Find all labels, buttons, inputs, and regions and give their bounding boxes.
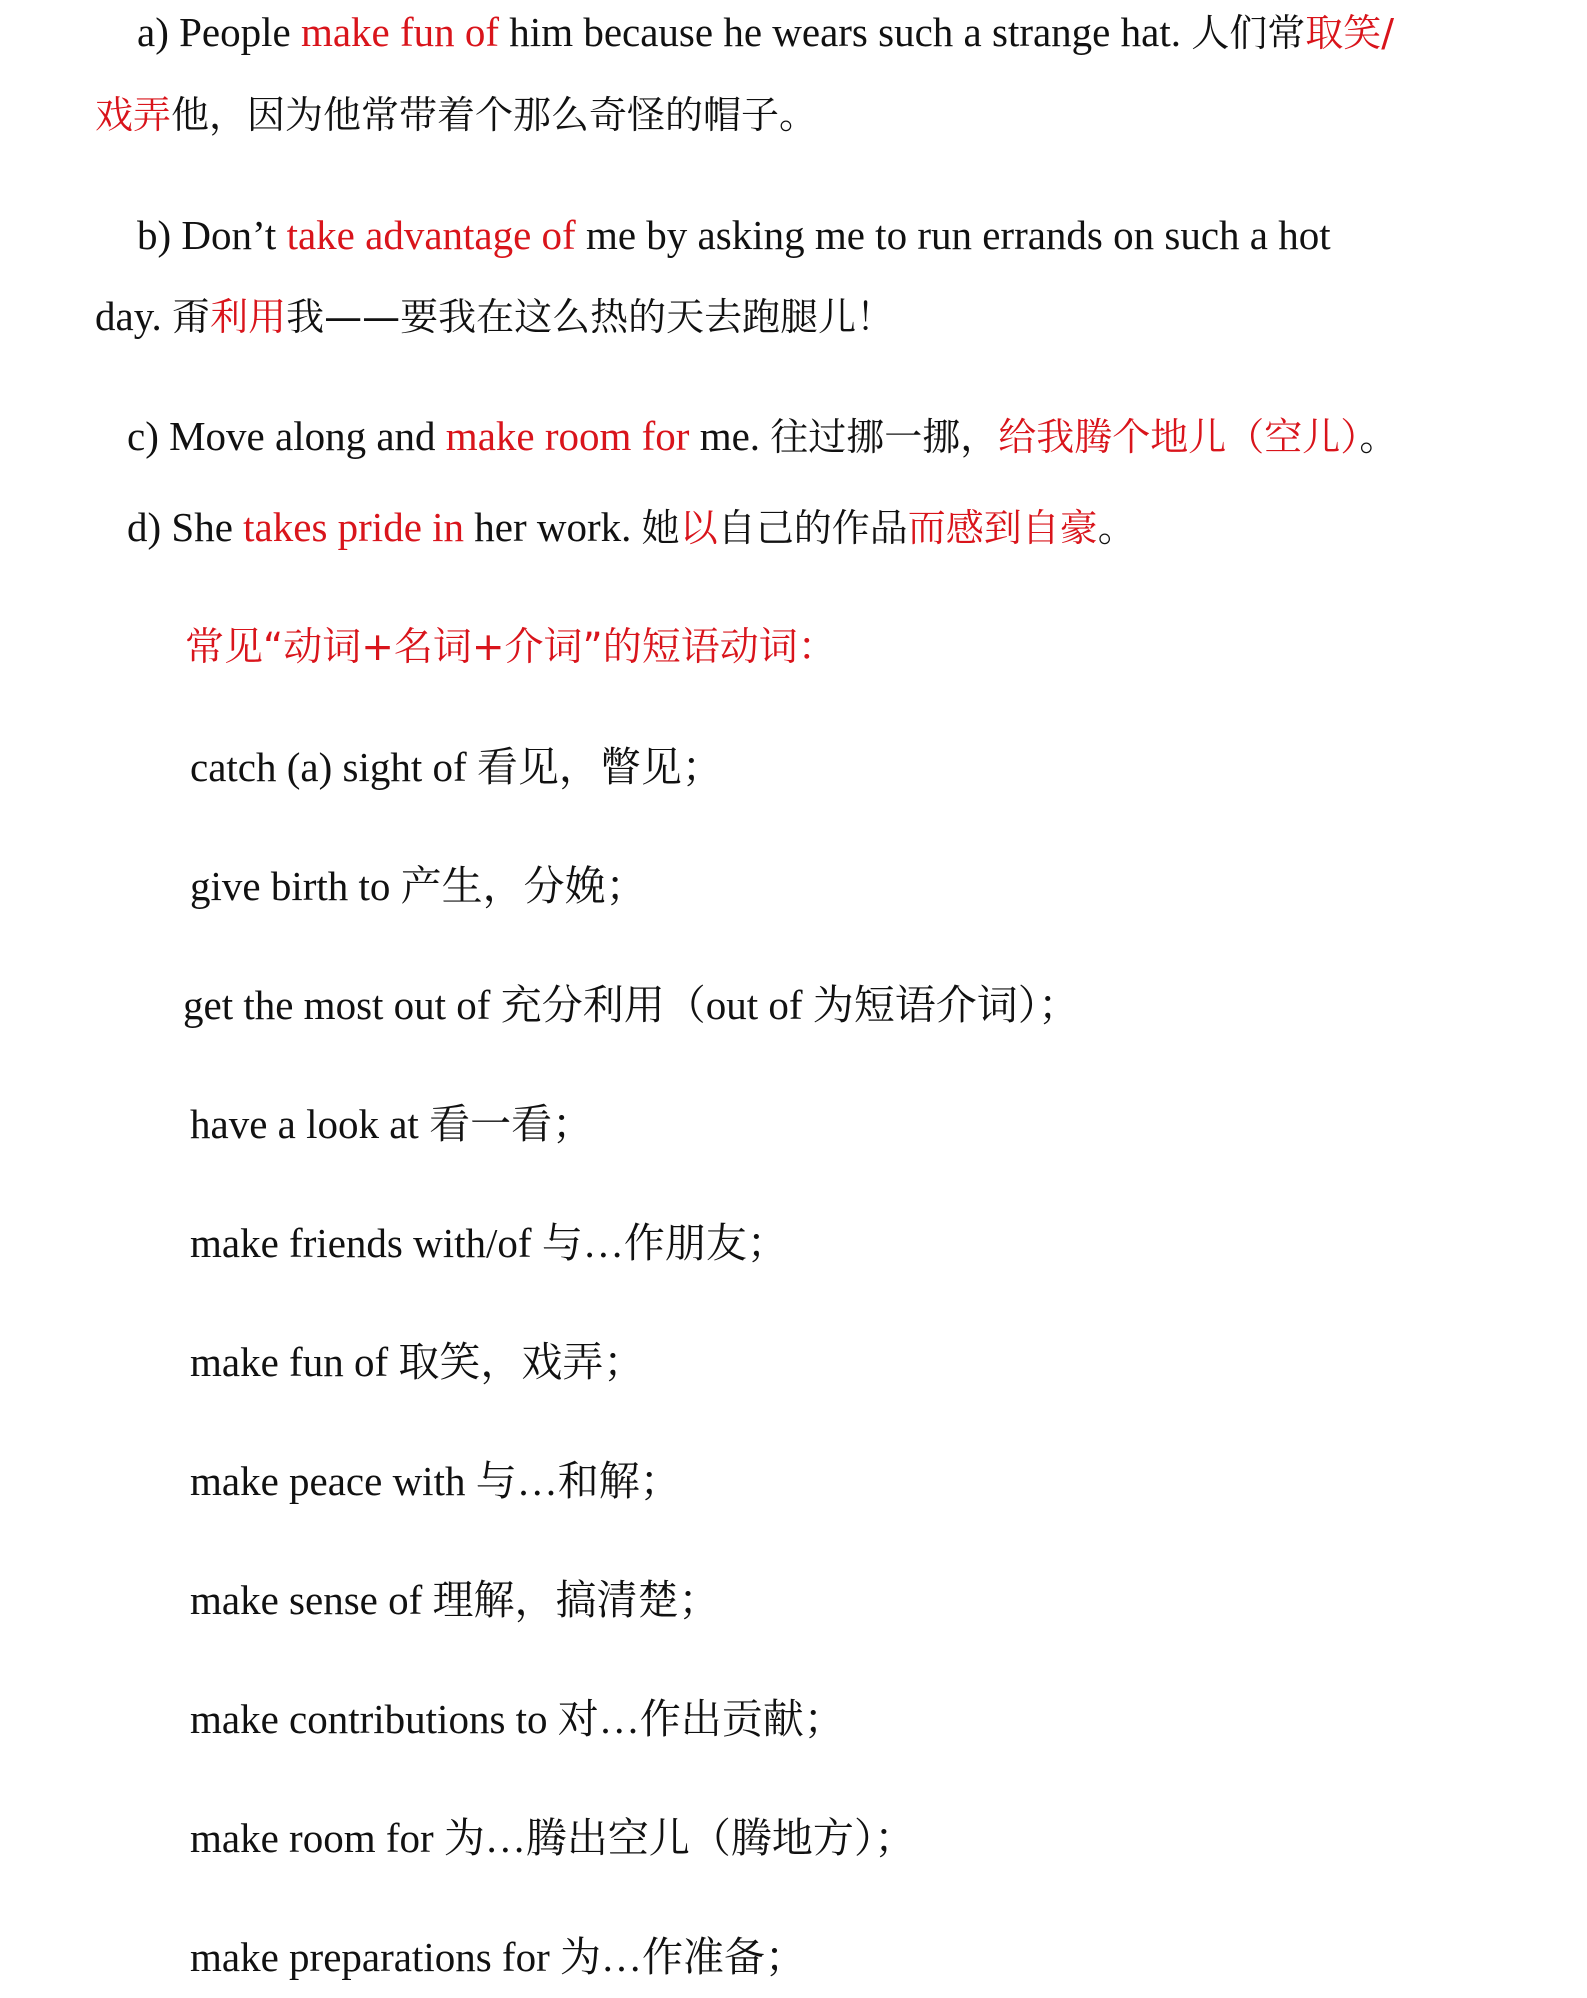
phrase-item: make preparations for 为…作准备；: [190, 1934, 806, 1980]
example-d-zh: 她: [641, 506, 680, 550]
example-a-text-cont: him because he wears such a strange hat.: [499, 9, 1192, 55]
example-b-text-2: day.: [95, 293, 173, 339]
phrase-item: make sense of 理解，搞清楚；: [190, 1577, 720, 1623]
example-b-zh-cont: 我——要我在这么热的天去跑腿儿！: [286, 295, 895, 339]
example-b-zh: 甭: [172, 295, 211, 339]
example-b-text-cont: me by asking me to run errands on such a hot: [575, 212, 1331, 258]
example-c-zh-end: 。: [1359, 415, 1398, 459]
example-a-zh-cont: 他，因为他常带着个那么奇怪的帽子。: [171, 93, 818, 137]
phrase-item: make room for 为…腾出空儿（腾地方）；: [190, 1815, 916, 1861]
example-c-phrase: make room for: [445, 413, 690, 459]
example-b-phrase: take advantage of: [286, 212, 576, 258]
example-a-line-2: [95, 90, 817, 139]
example-d-text: d) She: [127, 504, 244, 550]
phrase-item: make fun of 取笑，戏弄；: [190, 1339, 645, 1385]
example-c-text-cont: me.: [689, 413, 771, 459]
phrase-item: make friends with/of 与…作朋友；: [190, 1220, 788, 1266]
example-a-zh-highlight-2: 戏弄: [95, 93, 172, 137]
example-a-phrase: make fun of: [300, 9, 500, 55]
example-c-zh: 往过挪一挪，: [770, 415, 999, 459]
example-b-line-2: [95, 292, 894, 341]
example-a-line-1: [137, 8, 1394, 57]
phrase-item: catch (a) sight of 看见，瞥见；: [190, 744, 723, 790]
example-c-line: [127, 412, 1397, 461]
example-b-zh-highlight: 利用: [210, 295, 287, 339]
example-b-line-1: [137, 211, 1331, 259]
example-a-text: a) People: [137, 9, 301, 55]
example-d-zh-end: 。: [1097, 506, 1136, 550]
example-d-line: [127, 503, 1136, 552]
example-b-text: b) Don’t: [137, 212, 287, 258]
example-c-zh-highlight: 给我腾个地儿（空儿）: [998, 415, 1360, 459]
phrase-item: give birth to 产生，分娩；: [190, 863, 647, 909]
phrase-item: have a look at 看一看；: [190, 1101, 594, 1147]
example-a-zh-highlight: 取笑/: [1305, 11, 1395, 55]
example-d-zh-mid: 自己的作品: [717, 506, 908, 550]
example-d-text-cont: her work.: [464, 504, 642, 550]
phrase-item: get the most out of 充分利用（out of 为短语介词）；: [183, 982, 1080, 1028]
phrase-item: make contributions to 对…作出贡献；: [190, 1696, 845, 1742]
example-c-text: c) Move along and: [127, 413, 446, 459]
section-title: 常见“动词+名词+介词”的短语动词：: [185, 625, 837, 670]
phrase-item: make peace with 与…和解；: [190, 1458, 681, 1504]
example-d-phrase: takes pride in: [243, 504, 465, 550]
example-d-zh-highlight-1: 以: [679, 506, 718, 550]
example-a-zh: 人们常: [1191, 11, 1306, 55]
example-d-zh-highlight-2: 而感到自豪: [907, 506, 1098, 550]
